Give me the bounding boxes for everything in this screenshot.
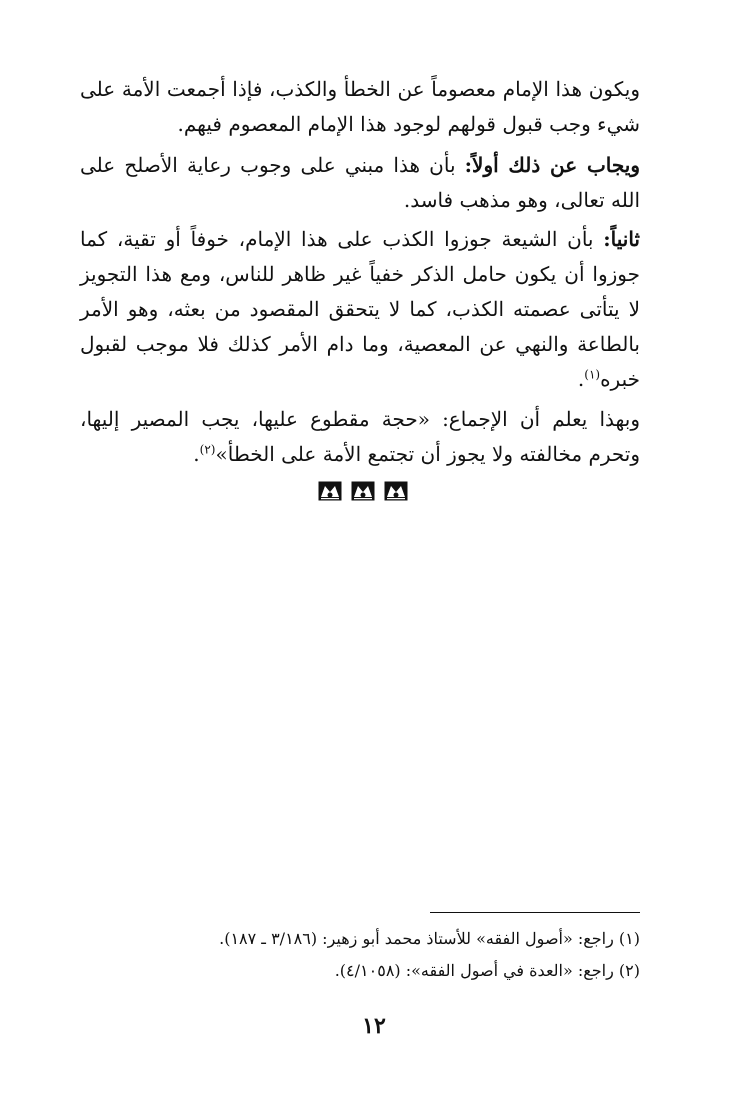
paragraph-1: ويكون هذا الإمام معصوماً عن الخطأ والكذب، فإذا أجمعت الأمة على شيء وجب قبول قولهم لوجود هذا الإمام المعصوم فيهم. [80, 77, 640, 136]
footnote-1: (١) راجع: «أصول الفقه» للأستاذ محمد أبو زهير: (٣/١٨٦ ـ ١٨٧). [219, 929, 640, 948]
paragraph-2 [80, 148, 640, 218]
paragraph-2-lead: ويجاب عن ذلك أولاً: [464, 153, 641, 177]
paragraph-2-text: بأن هذا مبني على وجوب رعاية الأصلح على الله تعالى، وهو مذهب فاسد. [80, 153, 640, 212]
paragraph-4-text: وبهذا يعلم أن الإجماع: «حجة مقطوع عليها، يجب المصير إليها، وتحرم مخالفته ولا يجوز أن تجتمع الأمة على الخطأ» [80, 407, 641, 466]
footnote-ref-2: (٢) [199, 442, 216, 457]
paragraph-3-text: بأن الشيعة جوزوا الكذب على هذا الإمام، خوفاً أو تقية، كما جوزوا أن يكون حامل الذكر خفياً غير ظاهر للناس، ومع هذا التجويز لا يتأتى عصمته الكذب، كما لا يتحقق المقصود من بعثه، وهو الأمر بالطاعة والنهي عن المعصية، وما دام الأمر كذلك فلا موجب لقبول خبره [80, 227, 640, 391]
section-ornaments [318, 481, 408, 501]
footnote-2: (٢) راجع: «العدة في أصول الفقه»: (٤/١٠٥٨). [334, 961, 640, 980]
paragraph-4-end: . [193, 442, 200, 466]
ornament-icon [318, 481, 342, 501]
ornament-icon [384, 481, 408, 501]
paragraph-3-end: . [577, 367, 585, 391]
paragraph-3 [80, 222, 640, 397]
footnote-separator [430, 912, 640, 913]
page-number: ١٢ [362, 1013, 386, 1039]
footnote-ref-1: (١) [584, 367, 601, 382]
paragraph-4 [80, 402, 640, 472]
paragraph-3-lead: ثانياً: [603, 227, 640, 251]
ornament-icon [351, 481, 375, 501]
